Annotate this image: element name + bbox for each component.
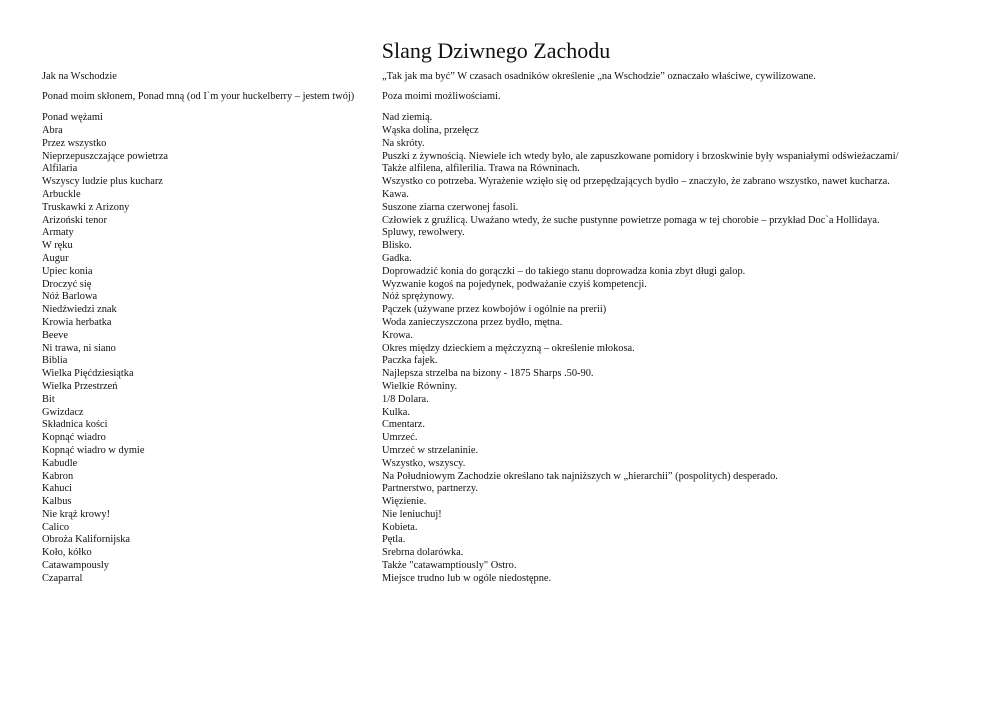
glossary-definition: Woda zanieczyszczona przez bydło, mętna. — [382, 316, 563, 328]
glossary-term: Krowia herbatka — [42, 316, 112, 328]
glossary-definition: Blisko. — [382, 240, 412, 252]
glossary-row — [42, 419, 982, 432]
glossary-row — [42, 253, 982, 266]
glossary-term: Wielka Pięćdziesiątka — [42, 368, 134, 380]
glossary-definition: Pączek (używane przez kowbojów i ogólnie na prerii) — [382, 304, 607, 316]
glossary-term: Beeve — [42, 329, 68, 341]
glossary-row — [42, 406, 982, 419]
glossary-row — [42, 342, 982, 355]
glossary-term: Truskawki z Arizony — [42, 201, 130, 213]
glossary-row — [42, 317, 982, 330]
glossary-row — [42, 150, 982, 163]
glossary-row — [42, 445, 982, 458]
glossary-row — [42, 381, 982, 394]
glossary-definition: Kawa. — [382, 188, 409, 200]
glossary-definition: Najlepsza strzelba na bizony - 1875 Sharps .50-90. — [382, 368, 594, 380]
glossary-row — [42, 125, 982, 138]
glossary-row — [42, 572, 982, 585]
glossary-term: Augur — [42, 252, 69, 264]
glossary-row — [42, 432, 982, 445]
glossary-row — [42, 521, 982, 534]
glossary-row — [42, 214, 982, 227]
glossary-term: Calico — [42, 521, 70, 533]
glossary-term: Arizoński tenor — [42, 214, 107, 226]
glossary-row — [42, 278, 982, 291]
glossary-term: Nóż Barlowa — [42, 291, 98, 303]
glossary-row — [42, 112, 982, 125]
glossary-definition: Nóż sprężynowy. — [382, 291, 455, 303]
glossary-row — [42, 457, 982, 470]
glossary-term: Składnica kości — [42, 419, 108, 431]
glossary-row — [42, 304, 982, 317]
glossary-definition: Poza moimi możliwościami. — [382, 90, 501, 102]
glossary-definition: Srebrna dolarówka. — [382, 547, 464, 559]
glossary-definition: Wąska dolina, przełęcz — [382, 124, 479, 136]
glossary-term: W ręku — [42, 240, 73, 252]
glossary-row — [42, 496, 982, 509]
glossary-row — [42, 329, 982, 342]
glossary-term: Biblia — [42, 355, 68, 367]
glossary-definition: Okres między dzieckiem a mężczyzną – określenie młokosa. — [382, 342, 635, 354]
glossary-row — [42, 291, 982, 304]
glossary-term: Jak na Wschodzie — [42, 71, 117, 83]
glossary-term: Kabron — [42, 470, 74, 482]
glossary-row — [42, 547, 982, 560]
glossary-definition: Wielkie Równiny. — [382, 380, 458, 392]
glossary-row — [42, 265, 982, 278]
glossary-definition: Miejsce trudno lub w ogóle niedostępne. — [382, 572, 552, 584]
glossary-row — [42, 534, 982, 547]
glossary-term: Przez wszystko — [42, 137, 107, 149]
glossary-term: Obroża Kalifornijska — [42, 534, 131, 546]
glossary-definition: Nie leniuchuj! — [382, 508, 442, 520]
glossary-term: Arbuckle — [42, 188, 81, 200]
glossary-term: Ponad wężami — [42, 112, 103, 124]
glossary-definition: Umrzeć w strzelaninie. — [382, 444, 479, 456]
glossary-row — [42, 163, 982, 176]
glossary-term: Alfilaria — [42, 163, 78, 175]
glossary-row — [42, 470, 982, 483]
glossary-term: Ponad moim skłonem, Ponad mną (od I`m your huckelberry – jestem twój) — [42, 90, 355, 102]
glossary-row — [42, 71, 982, 84]
glossary-term: Abra — [42, 124, 63, 136]
glossary-term: Koło, kółko — [42, 547, 92, 559]
glossary-term: Kahuci — [42, 483, 73, 495]
glossary-definition: Nad ziemią. — [382, 112, 433, 124]
glossary-definition: Paczka fajek. — [382, 355, 438, 367]
glossary-row — [42, 560, 982, 573]
glossary-definition: Na Południowym Zachodzie określano tak najniższych w „hierarchii” (pospolitych) desperado. — [382, 470, 778, 482]
glossary-term: Armaty — [42, 227, 74, 239]
glossary-term: Droczyć się — [42, 278, 92, 290]
glossary-definition: Człowiek z gruźlicą. Uważano wtedy, że suche pustynne powietrze pomaga w tej chorobie – przykład Doc`a Hollidaya. — [382, 214, 880, 226]
glossary-definition: Także "catawamptiously" Ostro. — [382, 560, 517, 572]
glossary-definition: Na skróty. — [382, 137, 425, 149]
glossary-definition: Suszone ziarna czerwonej fasoli. — [382, 201, 519, 213]
glossary-row — [42, 393, 982, 406]
glossary-row — [42, 509, 982, 522]
glossary-definition: Krowa. — [382, 329, 413, 341]
document-title: Slang Dziwnego Zachodu — [381, 38, 611, 63]
glossary-term: Gwizdacz — [42, 406, 84, 418]
glossary-row — [42, 84, 982, 110]
glossary-term: Kabudle — [42, 457, 78, 469]
glossary-term: Kopnąć wiadro — [42, 432, 106, 444]
glossary-row — [42, 189, 982, 202]
glossary-term: Kopnąć wiadro w dymie — [42, 444, 145, 456]
glossary-definition: Wyzwanie kogoś na pojedynek, podważanie czyiś kompetencji. — [382, 278, 647, 290]
glossary-term: Czaparral — [42, 572, 83, 584]
glossary-definition: Pętla. — [382, 534, 406, 546]
glossary-definition: Partnerstwo, partnerzy. — [382, 483, 478, 495]
glossary-definition: Także alfilena, alfilerilia. Trawa na Równinach. — [382, 163, 580, 175]
glossary-definition: Kulka. — [382, 406, 410, 418]
glossary-term: Ni trawa, ni siano — [42, 342, 116, 354]
glossary-term: Nieprzepuszczające powietrza — [42, 150, 169, 162]
glossary-definition: Umrzeć. — [382, 432, 418, 444]
glossary-definition: Więzienie. — [382, 496, 427, 508]
glossary-row — [42, 227, 982, 240]
glossary-row — [42, 137, 982, 150]
glossary-definition: Doprowadzić konia do gorączki – do takiego stanu doprowadza konia zbyt długi galop. — [382, 265, 746, 277]
glossary-definition: „Tak jak ma być” W czasach osadników określenie „na Wschodzie” oznaczało właściwe, cywilizowane. — [382, 71, 816, 83]
glossary-definition: Cmentarz. — [382, 419, 425, 431]
glossary-definition: Wszystko, wszyscy. — [382, 457, 466, 469]
glossary-term: Kalbus — [42, 496, 72, 508]
glossary-term: Niedźwiedzi znak — [42, 304, 117, 316]
glossary-term: Wielka Przestrzeń — [42, 380, 118, 392]
glossary-definition: 1/8 Dolara. — [382, 393, 429, 405]
glossary-term: Upiec konia — [42, 265, 93, 277]
glossary-term: Bit — [42, 393, 55, 405]
glossary-row — [42, 355, 982, 368]
glossary-row — [42, 483, 982, 496]
glossary-definition: Gadka. — [382, 252, 412, 264]
glossary-definition: Wszystko co potrzeba. Wyrażenie wzięło się od przepędzających bydło – znaczyło, że zabrano wszystko, nawet kucharza. — [382, 176, 890, 188]
glossary-term: Nie krąż krowy! — [42, 508, 111, 520]
glossary-row — [42, 240, 982, 253]
glossary-term: Catawampously — [42, 560, 109, 572]
glossary-row — [42, 176, 982, 189]
glossary-row — [42, 368, 982, 381]
glossary-definition: Kobieta. — [382, 521, 418, 533]
glossary-definition: Puszki z żywnością. Niewiele ich wtedy było, ale zapuszkowane pomidory i brzoskwinie były wspaniałymi odświeżaczami/ — [382, 150, 899, 162]
glossary-definition: Spluwy, rewolwery. — [382, 227, 465, 239]
glossary-list — [42, 71, 982, 585]
glossary-term: Wszyscy ludzie plus kucharz — [42, 176, 163, 188]
glossary-row — [42, 201, 982, 214]
